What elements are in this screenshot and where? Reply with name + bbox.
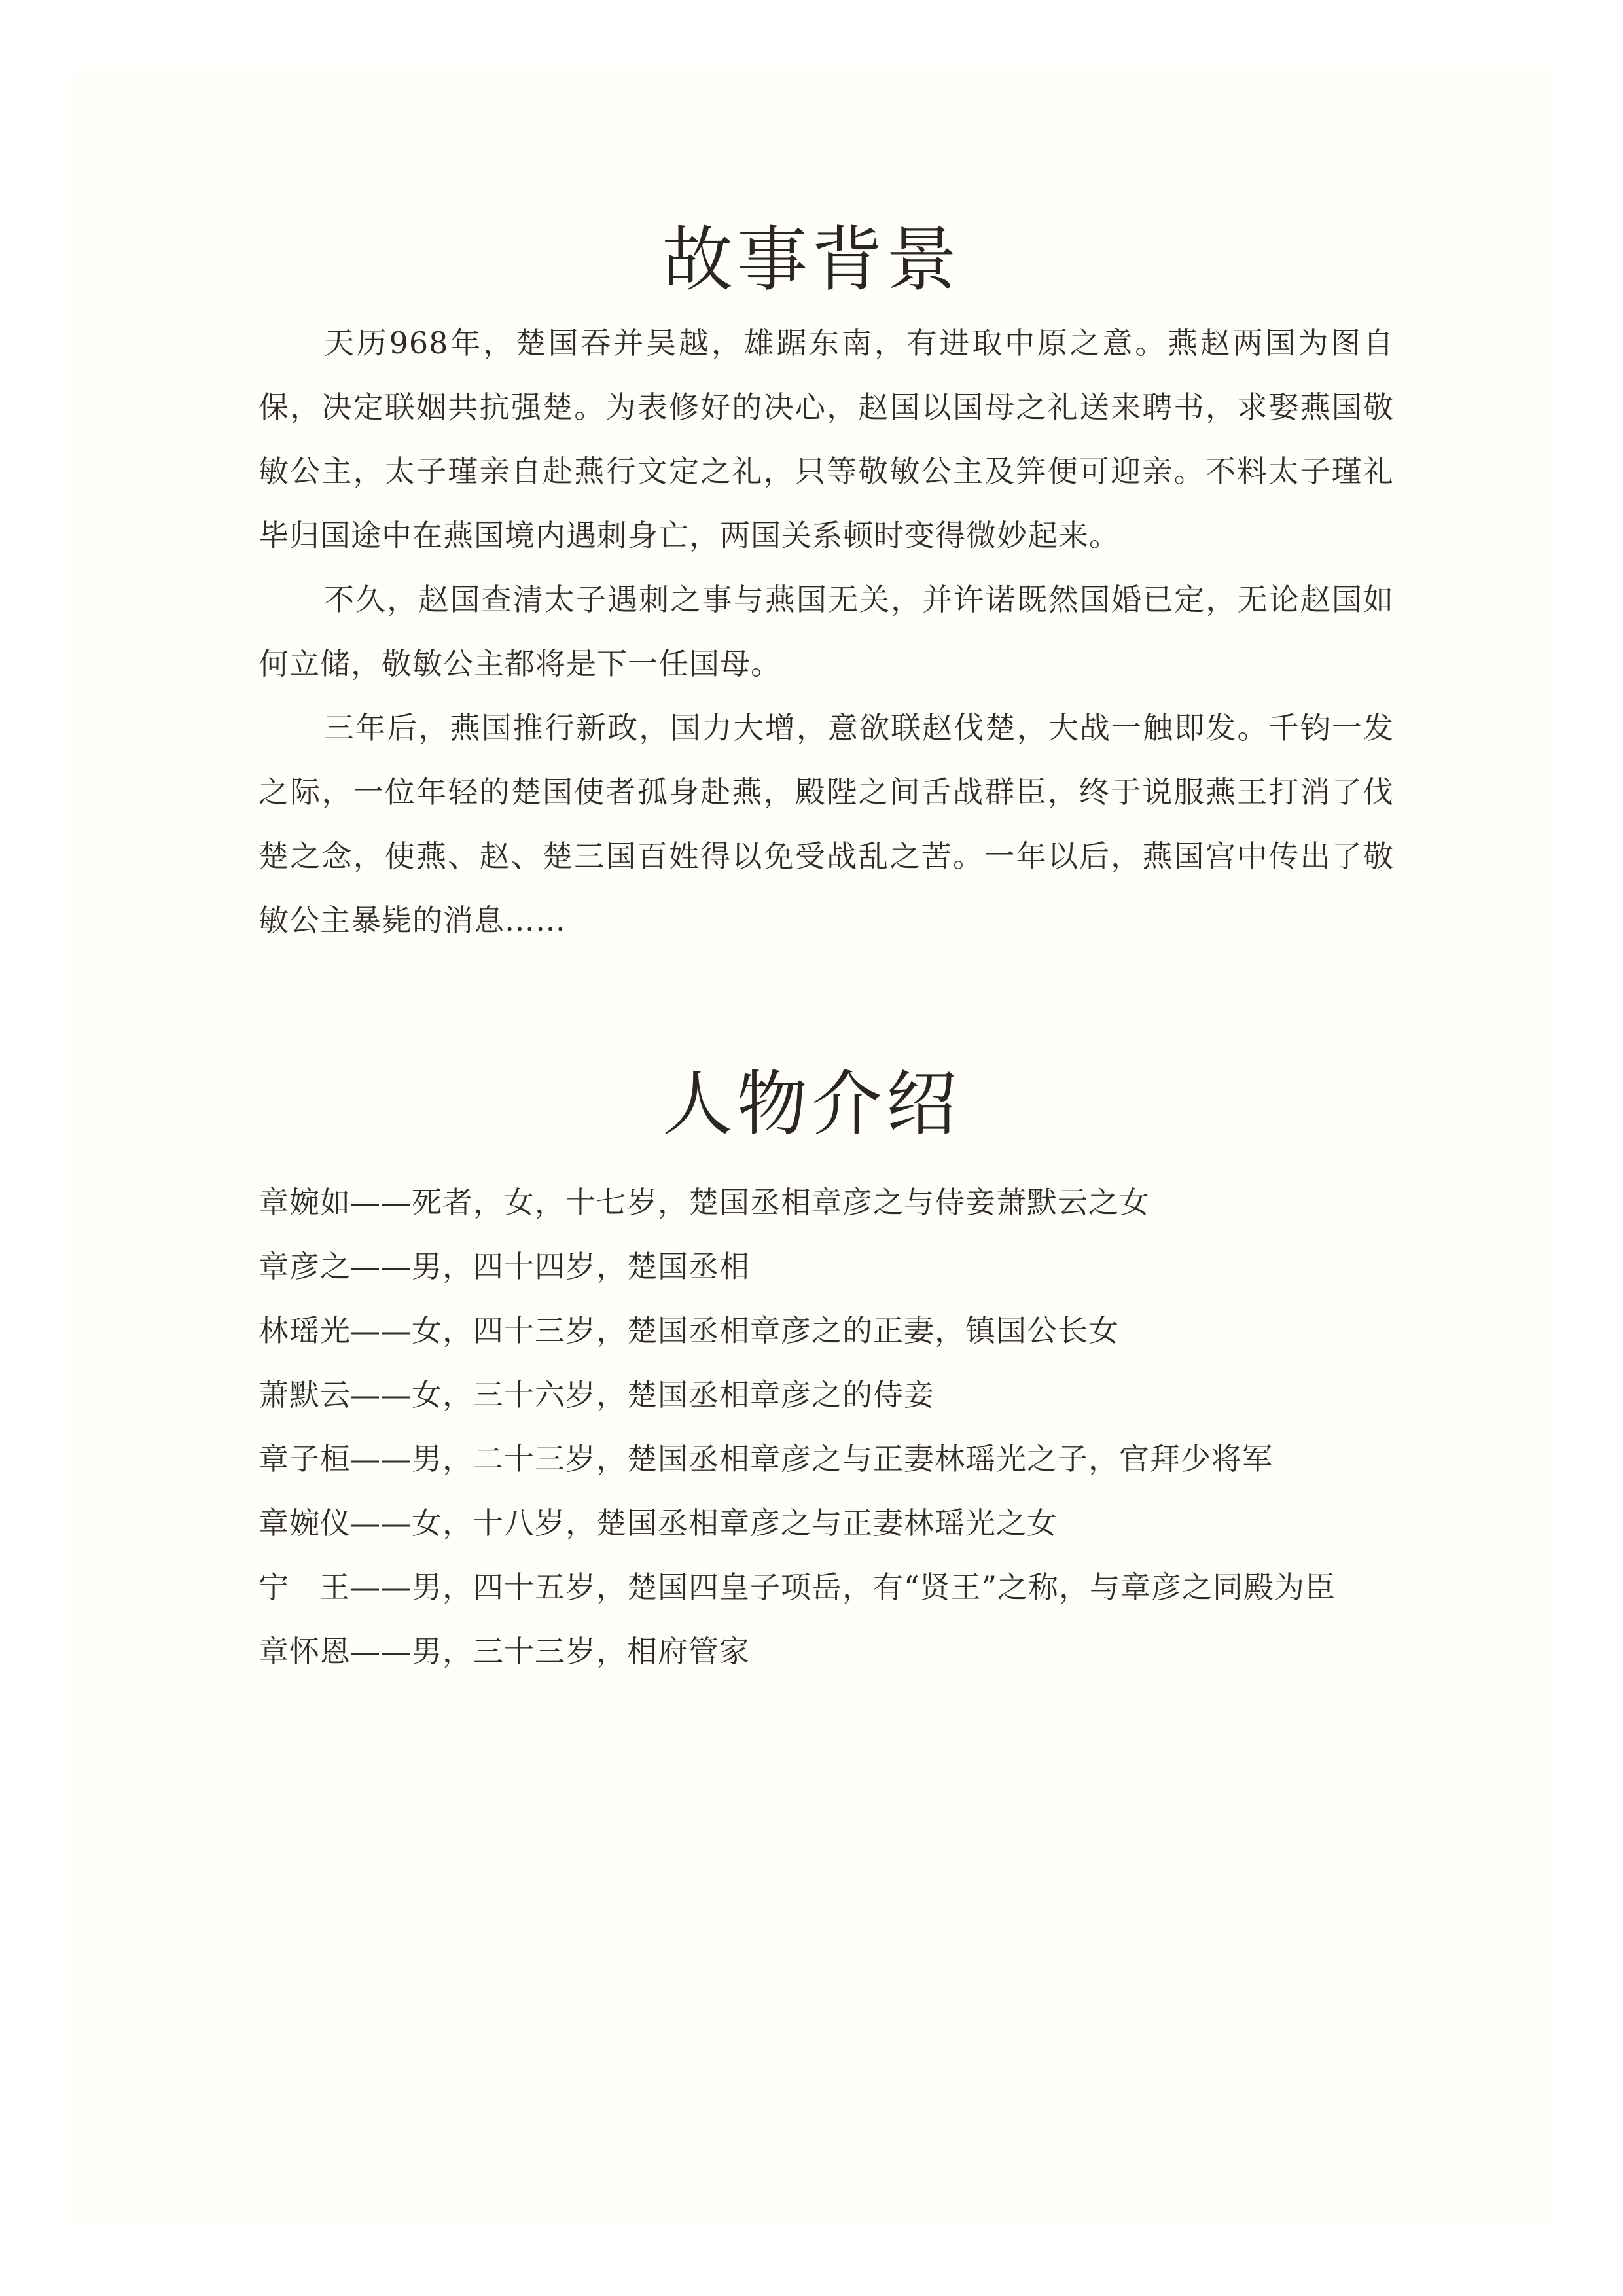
story-background-text [259,311,1394,952]
story-paragraph: 不久，赵国查清太子遇刺之事与燕国无关，并许诺既然国婚已定，无论赵国如何立储，敬敏公主都将是下一任国母。 [259,582,1394,681]
character-description: ——男，二十三岁，楚国丞相章彦之与正妻林瑶光之子，官拜少将军 [350,1441,1273,1477]
character-description: ——女，十八岁，楚国丞相章彦之与正妻林瑶光之女 [350,1505,1058,1541]
character-item [259,1363,1502,1427]
character-item [259,1491,1502,1555]
character-name: 章婉如 [259,1185,351,1220]
character-name: 章彦之 [259,1249,351,1284]
character-item [259,1427,1502,1491]
character-description: ——女，三十六岁，楚国丞相章彦之的侍妾 [350,1377,935,1412]
character-description: ——男，四十四岁，楚国丞相 [350,1249,750,1284]
character-list [259,1170,1502,1683]
story-paragraph: 三年后，燕国推行新政，国力大增，意欲联赵伐楚，大战一触即发。千钧一发之际，一位年轻的楚国使者孤身赴燕，殿陛之间舌战群臣，终于说服燕王打消了伐楚之念，使燕、赵、楚三国百姓得以免受战乱之苦。一年以后，燕国宫中传出了敬敏公主暴毙的消息…… [259,710,1394,938]
character-item [259,1170,1502,1234]
character-item [259,1619,1502,1683]
story-background-title: 故事背景 [662,219,961,301]
character-name: 章子桓 [259,1441,351,1477]
character-item [259,1234,1502,1299]
character-description: ——男，三十三岁，相府管家 [350,1634,750,1669]
character-name: 萧默云 [259,1377,351,1412]
character-description: ——女，四十三岁，楚国丞相章彦之的正妻，镇国公长女 [350,1313,1119,1348]
character-name: 林瑶光 [259,1313,351,1348]
character-item [259,1555,1502,1619]
character-name: 宁王 [259,1570,350,1605]
character-name: 章怀恩 [259,1634,351,1669]
character-description: ——死者，女，十七岁，楚国丞相章彦之与侍妾萧默云之女 [350,1185,1150,1220]
character-item [259,1299,1502,1363]
document-page [72,72,1551,2224]
character-name: 章婉仪 [259,1505,351,1541]
character-description: ——男，四十五岁，楚国四皇子项岳，有“贤王”之称，与章彦之同殿为臣 [350,1570,1336,1605]
characters-title: 人物介绍 [662,1064,961,1145]
story-paragraph: 天历968年，楚国吞并吴越，雄踞东南，有进取中原之意。燕赵两国为图自保，决定联姻共抗强楚。为表修好的决心，赵国以国母之礼送来聘书，求娶燕国敬敏公主，太子瑾亲自赴燕行文定之礼，只等敬敏公主及笄便可迎亲。不料太子瑾礼毕归国途中在燕国境内遇刺身亡，两国关系顿时变得微妙起来。 [259,325,1394,553]
